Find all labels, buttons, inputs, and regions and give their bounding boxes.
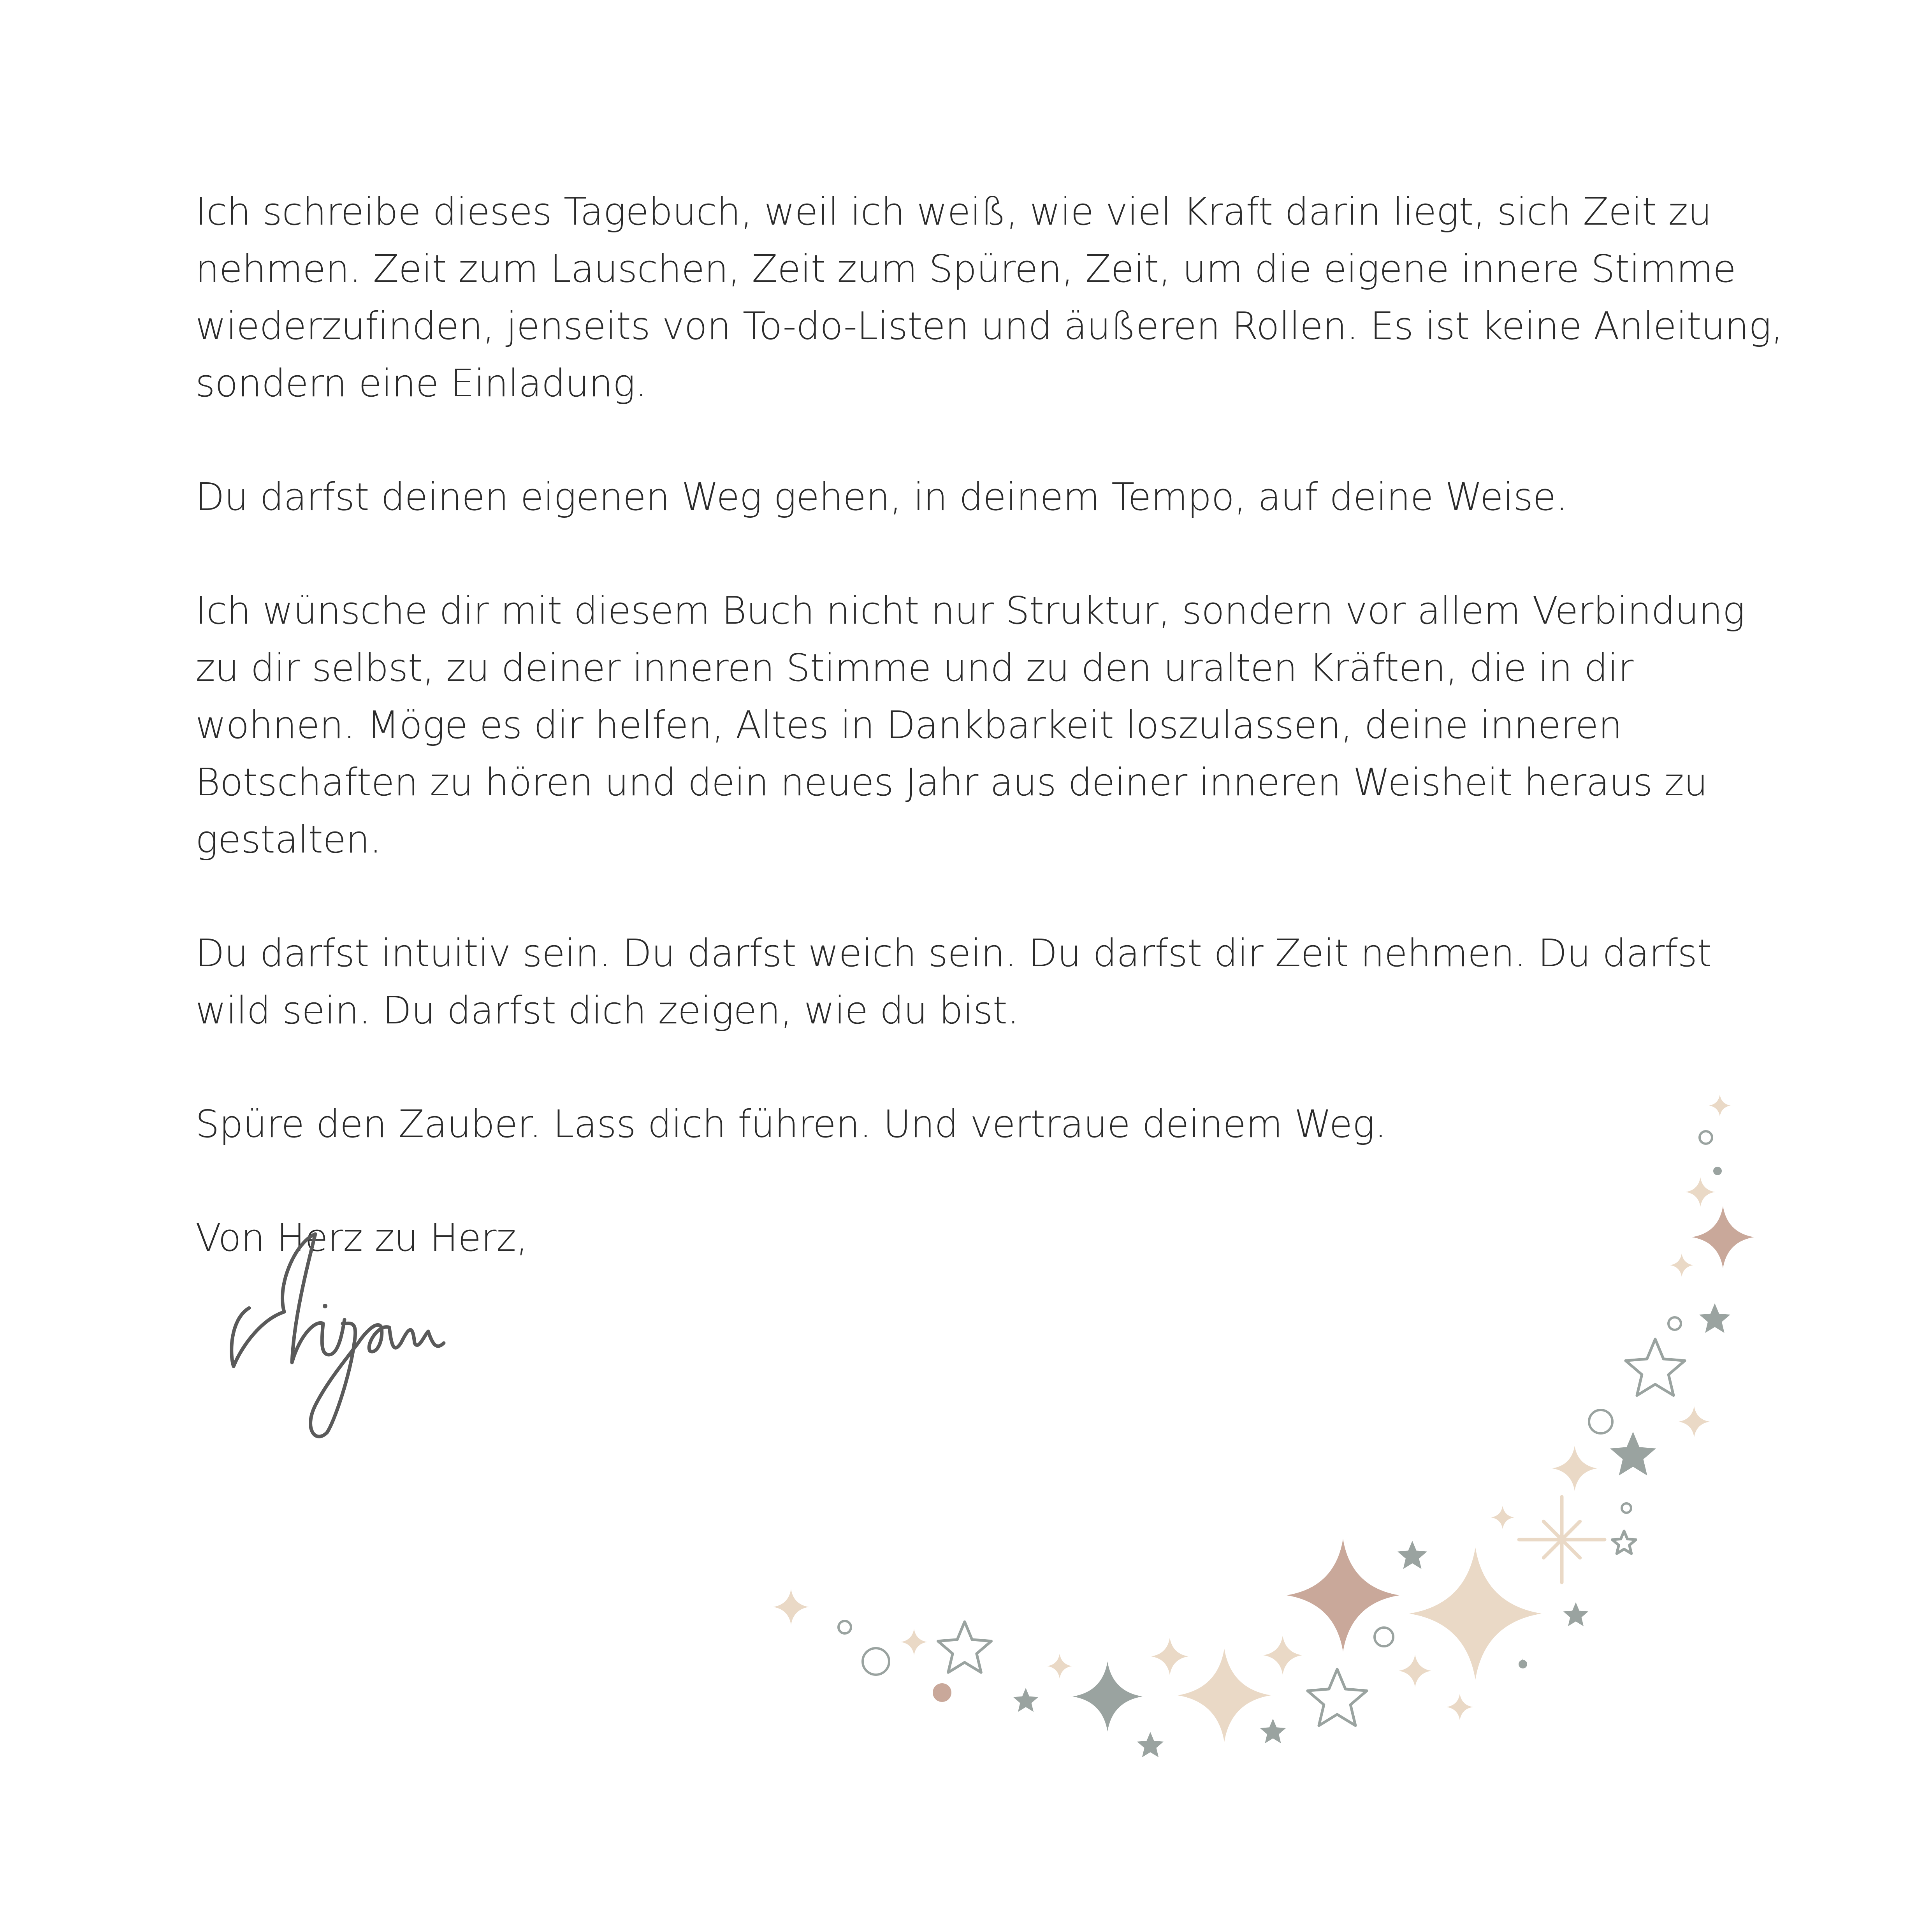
star-icon bbox=[1563, 1602, 1589, 1626]
letter-body bbox=[195, 183, 1784, 1266]
sparkle-icon bbox=[1447, 1694, 1473, 1720]
handwritten-signature bbox=[226, 1226, 467, 1444]
ring-icon bbox=[863, 1648, 889, 1675]
sparkle-icon bbox=[1552, 1446, 1597, 1491]
outline-star-icon bbox=[1612, 1531, 1636, 1554]
sparkle-icon bbox=[901, 1629, 927, 1655]
outline-star-icon bbox=[938, 1622, 991, 1672]
dot-icon bbox=[1519, 1660, 1527, 1668]
sparkle-icon bbox=[1679, 1406, 1710, 1437]
star-icon bbox=[1013, 1688, 1039, 1712]
sparkle-icon bbox=[1178, 1649, 1271, 1742]
closing-line: Von Herz zu Herz, bbox=[195, 1216, 528, 1260]
paragraph-wish: Ich wünsche dir mit diesem Buch nicht nur Struktur, sondern vor allem Verbindung zu dir selbst, zu deiner inneren Stimme und zu den uralten Kräften, die in dir wohnen. Möge es dir helfen, Altes in Dankbarkeit loszulassen, deine inneren Botschaften zu hören und dein neues Jahr aus deiner inneren Weisheit heraus zu gestalten. bbox=[195, 589, 1745, 861]
paragraph-permissions: Du darfst intuitiv sein. Du darfst weich sein. Du darfst dir Zeit nehmen. Du darfst wild sein. Du darfst dich zeigen, wie du bist. bbox=[195, 931, 1712, 1032]
sparkle-icon bbox=[1263, 1636, 1302, 1675]
ring-icon bbox=[1668, 1317, 1681, 1330]
sparkle-icon bbox=[1151, 1638, 1188, 1675]
sparkle-icon bbox=[1399, 1654, 1431, 1687]
sparkle-icon bbox=[1047, 1654, 1072, 1679]
sparkle-icon bbox=[1409, 1547, 1542, 1680]
outline-star-icon bbox=[1308, 1669, 1367, 1726]
paragraph-own-way: Du darfst deinen eigenen Weg gehen, in deinem Tempo, auf deine Weise. bbox=[195, 475, 1568, 519]
burst-star-icon bbox=[1519, 1497, 1605, 1582]
outline-star-icon bbox=[1626, 1339, 1685, 1396]
dot-icon bbox=[933, 1683, 951, 1702]
ring-icon bbox=[839, 1621, 851, 1633]
ring-icon bbox=[1589, 1410, 1612, 1433]
ring-icon bbox=[1622, 1503, 1631, 1513]
sparkle-icon bbox=[1287, 1539, 1399, 1652]
paragraph-intro: Ich schreibe dieses Tagebuch, weil ich weiß, wie viel Kraft darin liegt, sich Zeit zu nehmen. Zeit zum Lauschen, Zeit zum Spüren, Zeit, um die eigene innere Stimme wiederzufinden, jenseits von To-do-Listen und äußeren Rollen. Es ist keine Anleitung, sondern eine Einladung. bbox=[195, 190, 1783, 405]
sparkle-icon bbox=[1519, 1658, 1527, 1666]
sparkle-icon bbox=[1072, 1661, 1143, 1732]
star-icon bbox=[1610, 1432, 1656, 1475]
sparkle-icon bbox=[773, 1589, 809, 1625]
star-icon bbox=[1699, 1303, 1730, 1333]
star-icon bbox=[1260, 1719, 1286, 1743]
paragraph-magic: Spüre den Zauber. Lass dich führen. Und vertraue deinem Weg. bbox=[195, 1102, 1387, 1146]
sparkle-icon bbox=[1491, 1506, 1514, 1529]
ring-icon bbox=[1375, 1628, 1393, 1646]
star-icon bbox=[1398, 1541, 1427, 1569]
star-icon bbox=[1137, 1732, 1164, 1757]
